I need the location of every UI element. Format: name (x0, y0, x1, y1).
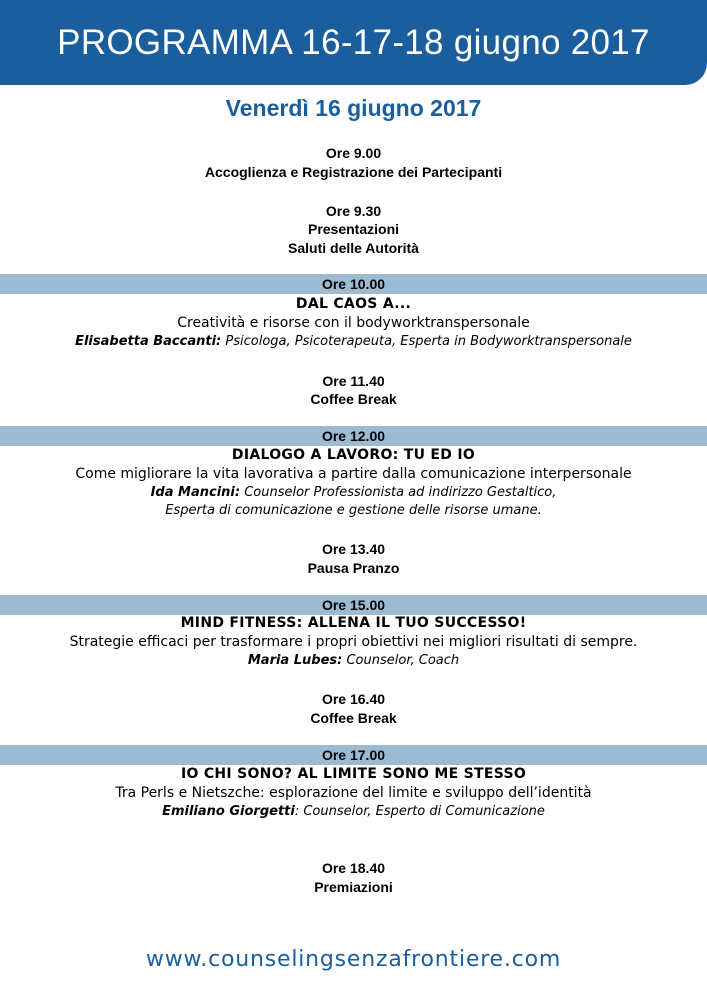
session-title: IO CHI SONO? AL LIMITE SONO ME STESSO (180, 766, 527, 782)
intro-time-1: Ore 9.00 (325, 145, 382, 161)
speaker-name: Emiliano Giorgetti (162, 804, 295, 819)
break-time: Ore 18.40 (321, 860, 386, 876)
break-time: Ore 11.40 (322, 373, 385, 389)
session-time-band: Ore 10.00 (0, 274, 707, 294)
intro-label-2b: Saluti delle Autorità (288, 240, 419, 256)
session-speaker (0, 334, 707, 349)
speaker-role: : Counselor, Esperto di Comunicazione (294, 804, 545, 819)
session-speaker (0, 804, 707, 819)
intro-time-2: Ore 9.30 (325, 203, 382, 219)
break-label: Coffee Break (310, 391, 397, 407)
session-title: DIALOGO A LAVORO: TU ED IO (231, 447, 476, 463)
speaker-role: Counselor, Coach (342, 653, 460, 668)
session-speaker (0, 653, 707, 668)
footer-website-link[interactable]: www.counselingsenzafrontiere.com (145, 947, 562, 972)
break-time: Ore 16.40 (321, 691, 386, 707)
speaker-name: Elisabetta Baccanti: (75, 334, 222, 349)
speaker-name: Maria Lubes: (247, 653, 343, 668)
session-time-band: Ore 17.00 (0, 745, 707, 765)
speaker-name: Ida Mancini: (150, 485, 241, 500)
session-description: Strategie efficaci per trasformare i propri obiettivi nei migliori risultati di sempre. (69, 634, 638, 650)
session-description: Come migliorare la vita lavorativa a partire dalla comunicazione interpersonale (75, 466, 632, 482)
session-description: Tra Perls e Nietszche: esplorazione del limite e sviluppo dell’identità (115, 785, 592, 801)
intro-label-2a: Presentazioni (307, 221, 400, 237)
break-label: Pausa Pranzo (307, 560, 400, 576)
session-time-band: Ore 15.00 (0, 595, 707, 615)
day-title: Venerdì 16 giugno 2017 (225, 95, 482, 121)
break-label: Premiazioni (314, 879, 393, 895)
intro-label-1: Accoglienza e Registrazione dei Partecipanti (204, 164, 503, 180)
speaker-role: Psicologa, Psicoterapeuta, Esperta in Bodyworktranspersonale (221, 334, 632, 349)
break-time: Ore 13.40 (321, 541, 386, 557)
session-speaker (0, 485, 707, 500)
session-time-band: Ore 12.00 (0, 426, 707, 446)
session-description: Creatività e risorse con il bodyworktranspersonale (177, 315, 530, 331)
page-title: PROGRAMMA 16-17-18 giugno 2017 (57, 23, 650, 62)
speaker-role-line-2: Esperta di comunicazione e gestione delle risorse umane. (165, 503, 542, 518)
speaker-role: Counselor Professionista ad indirizzo Gestaltico, (240, 485, 557, 500)
session-title: DAL CAOS A... (295, 296, 412, 312)
session-title: MIND FITNESS: ALLENA IL TUO SUCCESSO! (180, 615, 527, 631)
break-label: Coffee Break (310, 710, 397, 726)
